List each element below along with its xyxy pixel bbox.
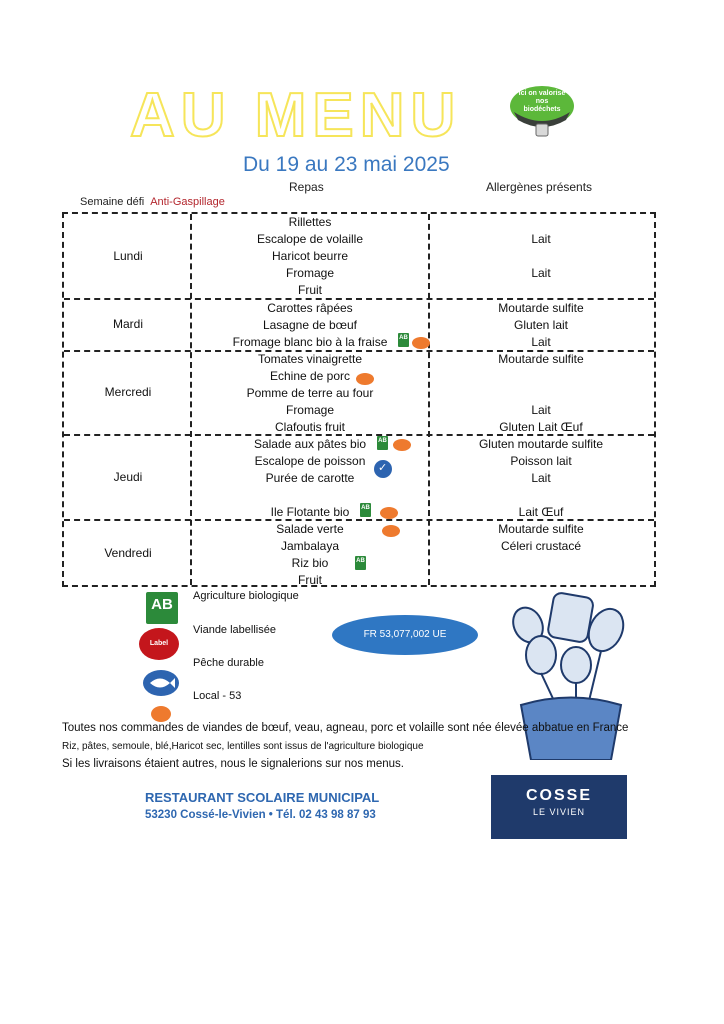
allergen-item: Lait [531,232,551,246]
allergen-item: Moutarde sulfite [498,522,584,536]
day-mardi: Mardi [112,317,143,331]
cosse-le-vivien-logo [491,775,627,839]
allergen-item: Gluten lait [513,318,569,332]
ab-bio-icon [360,503,371,517]
dish-item: Echine de porc [269,369,351,383]
label-rouge-logo-text: Label [149,640,169,647]
day-vendredi: Vendredi [104,546,152,560]
dish-item: Purée de carotte [265,471,355,485]
legend-bio: Agriculture biologique [193,590,299,602]
dish-item: Pomme de terre au four [246,386,374,400]
day-mercredi: Mercredi [104,385,152,399]
dish-item: Lasagne de bœuf [262,318,358,332]
note-bio: Riz, pâtes, semoule, blé,Haricot sec, lentilles sont issus de l'agriculture biologique [62,741,424,752]
semaine-defi [80,196,225,208]
allergen-item: Lait [531,471,551,485]
allergen-item: Gluten Lait Œuf [499,420,583,434]
ab-bio-icon [377,436,388,450]
allergen-item: Gluten moutarde sulfite [478,437,604,451]
allergen-item: Céleri crustacé [500,539,582,553]
dish-item: Fruit [298,573,322,587]
menu-table [62,212,656,587]
allergen-item: Poisson lait [510,454,572,468]
local-dot-icon [393,439,411,451]
ab-bio-icon [398,333,409,347]
dish-item: Carottes râpées [267,301,353,315]
column-header-allergenes: Allergènes présents [486,180,593,194]
local-dot-icon [380,507,398,519]
column-header-repas: Repas [289,180,324,194]
day-lundi: Lundi [113,249,143,263]
dish-item: Tomates vinaigrette [257,352,363,366]
biodechets-badge [508,84,576,140]
note-meat: Toutes nos commandes de viandes de bœuf, veau, agneau, porc et volaille sont née élevée abbatue en France [62,722,629,734]
semaine-theme: Anti-Gaspillage [150,196,225,208]
legend-peche: Pêche durable [193,657,264,669]
dish-item: Escalope de poisson [254,454,366,468]
dish-item: Fromage [285,403,335,417]
legend-local: Local - 53 [193,690,242,702]
ab-bio-icon [146,592,178,624]
allergen-item: Lait [531,335,551,349]
allergen-item: Lait [531,266,551,280]
restaurant-name: RESTAURANT SCOLAIRE MUNICIPAL [145,790,380,805]
fish-icon [143,670,179,696]
legend-label: Viande labellisée [193,624,276,636]
semaine-label: Semaine défi [80,196,145,208]
dish-item: Rillettes [288,215,332,229]
day-jeudi: Jeudi [113,470,143,484]
dish-item: Salade verte [276,522,344,536]
dish-item: Clafoutis fruit [274,420,346,434]
label-rouge-icon [139,628,179,660]
local-dot-icon [356,373,374,385]
local-dot-icon [151,706,171,722]
local-dot-icon [382,525,400,537]
dish-item: Salade aux pâtes bio [253,437,367,451]
allergen-item: Lait Œuf [518,505,564,519]
ab-bio-icon [355,556,366,570]
note-livraison: Si les livraisons étaient autres, nous le signalerions sur nos menus. [62,758,404,770]
restaurant-address: 53230 Cossé-le-Vivien • Tél. 02 43 98 87 93 [145,809,376,821]
dish-item: Jambalaya [280,539,340,553]
ab-logo-text: AB [151,596,173,613]
date-range: Du 19 au 23 mai 2025 [243,153,450,176]
logo-sub-text: LE VIVIEN [532,807,586,817]
page-title: AU MENU [130,81,462,150]
allergen-item: Moutarde sulfite [498,301,584,315]
allergen-item: Lait [531,403,551,417]
dish-item: Haricot beurre [271,249,349,263]
allergen-item: Moutarde sulfite [498,352,584,366]
dish-item: Escalope de volaille [256,232,364,246]
dish-item: Fruit [298,283,322,297]
dish-item: Ile Flotante bio [270,505,350,519]
logo-main-text: COSSE [525,787,592,804]
dish-item: Fromage [285,266,335,280]
badge-text: Ici on valorise nos biodéchets [518,90,566,113]
peche-durable-icon [143,670,179,696]
dish-item: Fromage blanc bio à la fraise [232,335,388,349]
dish-item: Riz bio [291,556,329,570]
fr-code-badge: FR 53,077,002 UE [332,615,478,655]
